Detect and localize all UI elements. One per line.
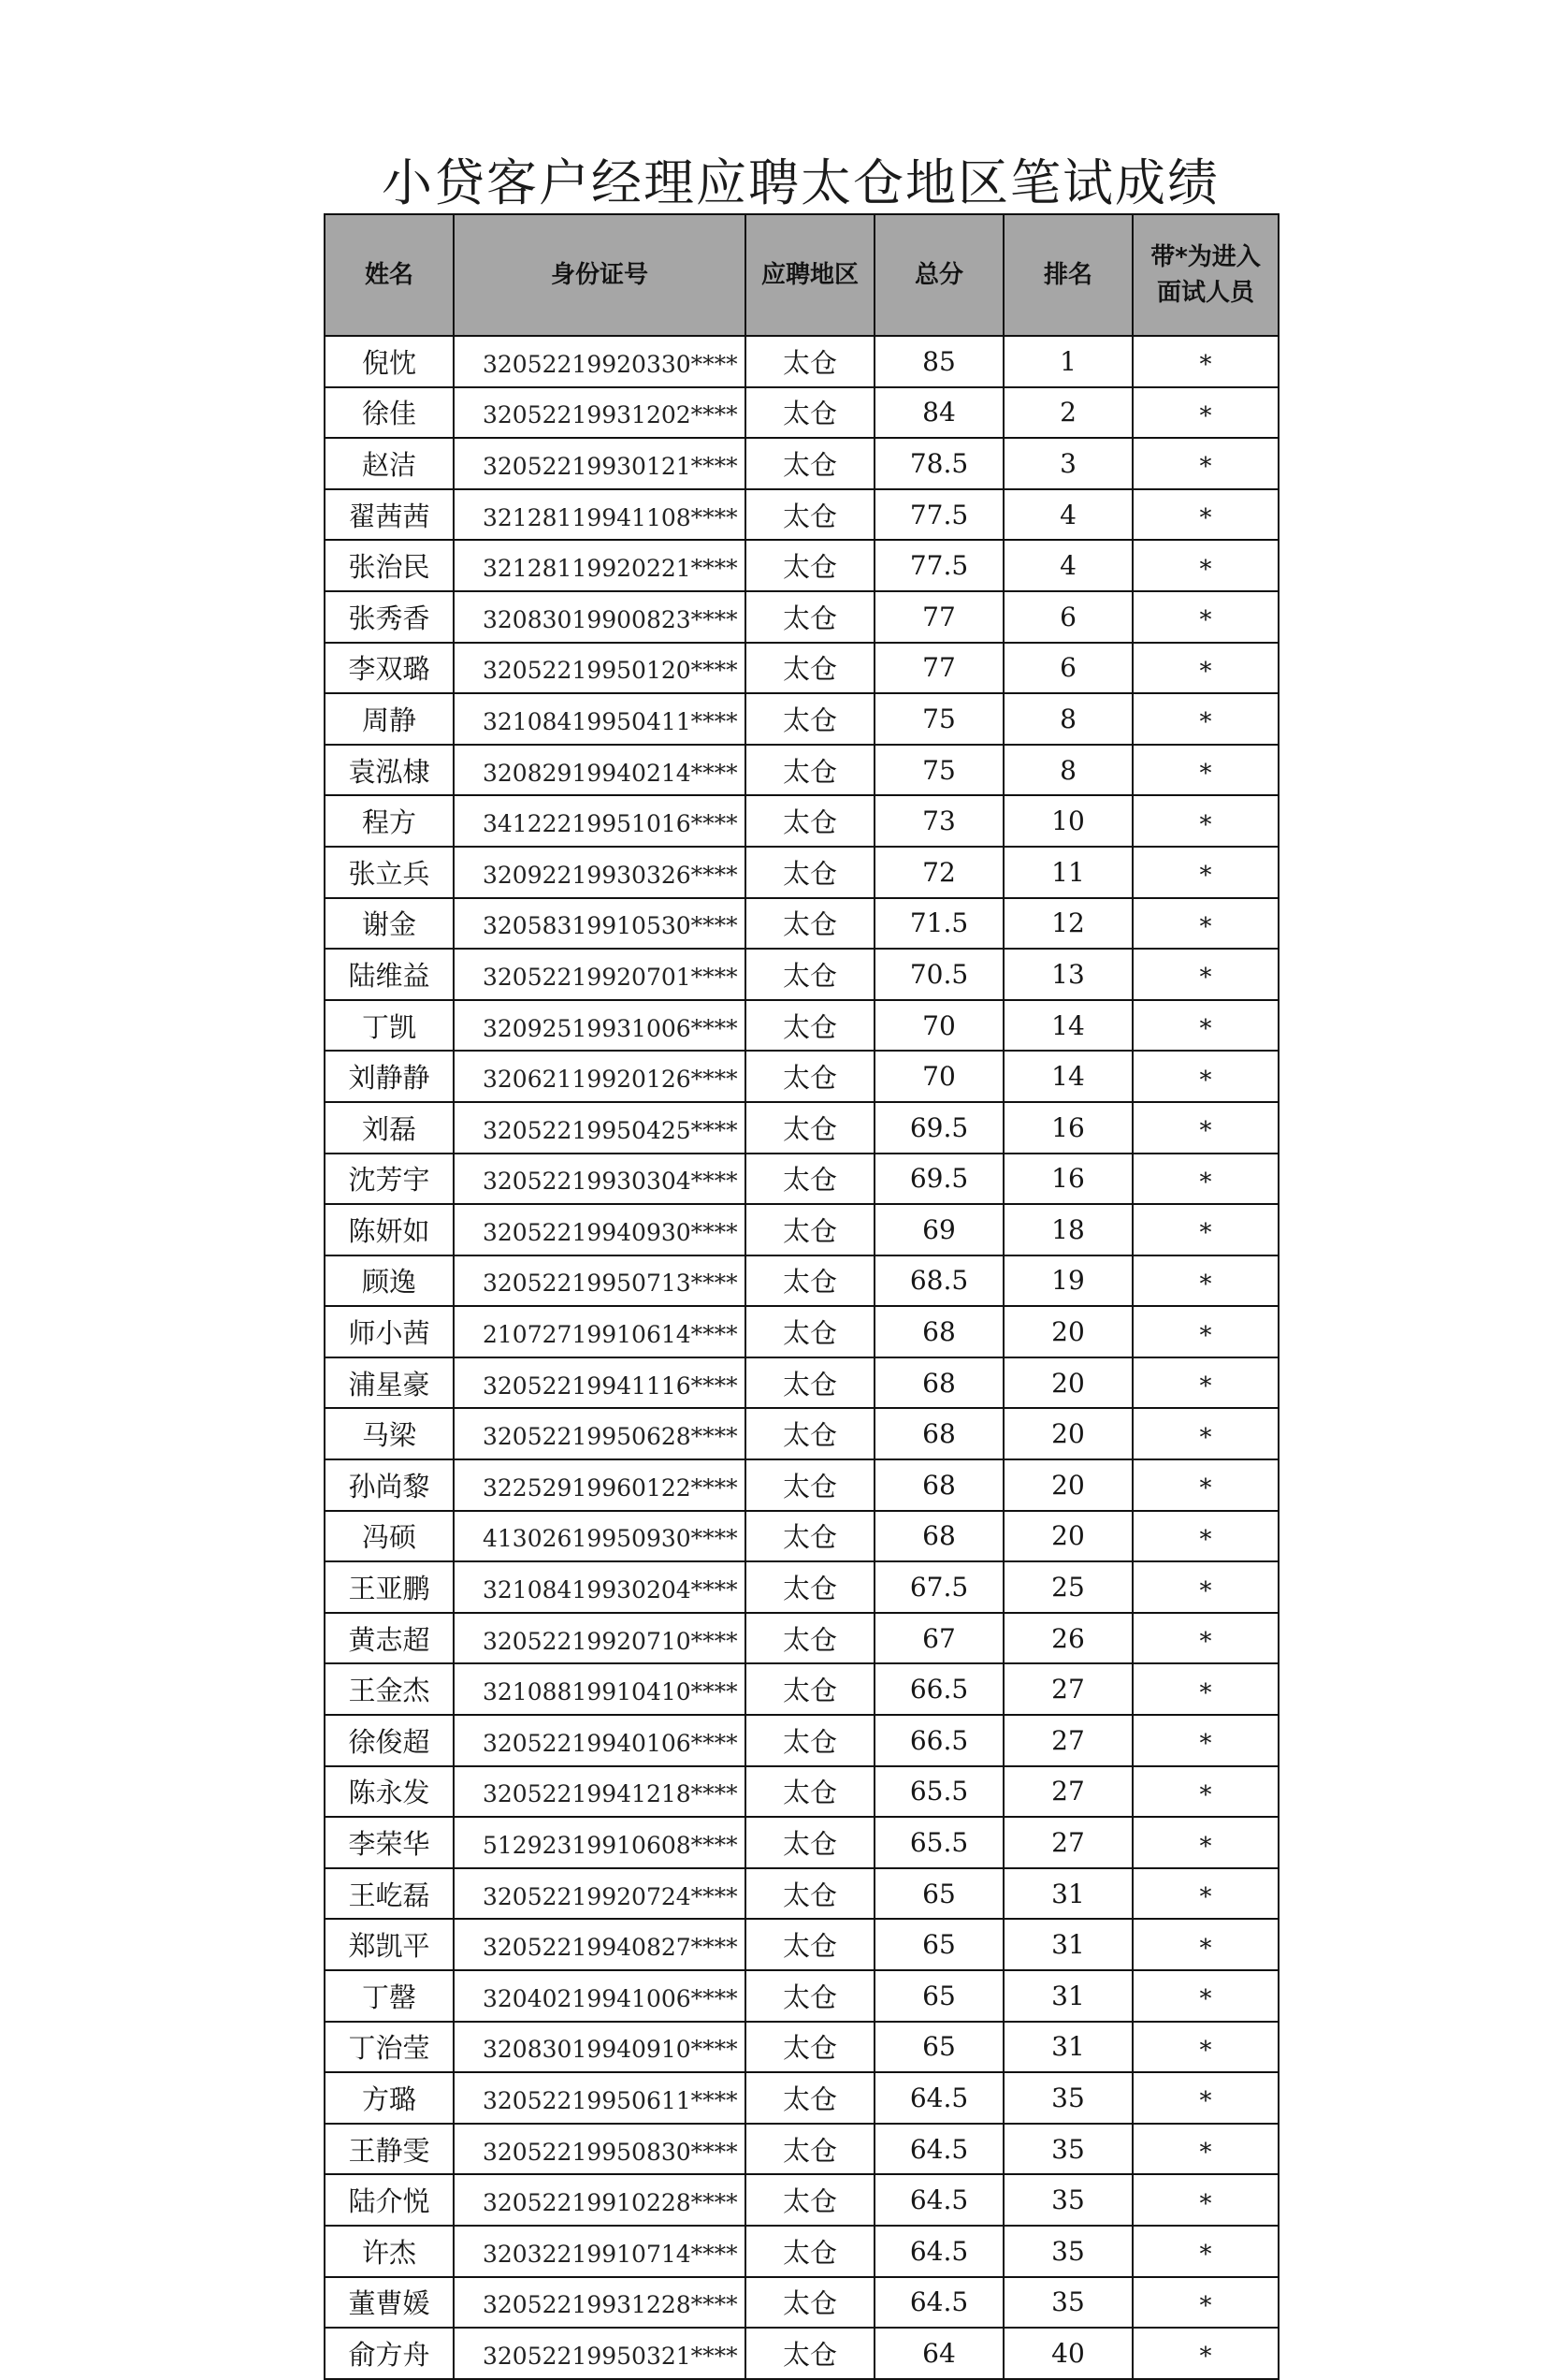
table-row [325,898,1279,950]
cell-region: 太仓 [745,2226,875,2277]
cell-rank: 14 [1004,1000,1133,1052]
cell-rank: 1 [1004,336,1133,387]
cell-name: 李双璐 [325,643,454,694]
cell-interview-mark: * [1133,2022,1279,2073]
cell-region: 太仓 [745,693,875,745]
cell-total-score: 68 [875,1408,1004,1459]
cell-region: 太仓 [745,2124,875,2175]
cell-rank: 35 [1004,2277,1133,2329]
cell-rank: 35 [1004,2124,1133,2175]
cell-rank: 2 [1004,387,1133,439]
table-body [325,336,1279,2379]
cell-interview-mark: * [1133,1715,1279,1766]
cell-rank: 6 [1004,643,1133,694]
cell-interview-mark: * [1133,795,1279,847]
cell-interview-mark: * [1133,1561,1279,1613]
cell-interview-mark: * [1133,1306,1279,1357]
table-row [325,745,1279,796]
cell-region: 太仓 [745,1868,875,1920]
cell-region: 太仓 [745,489,875,541]
cell-id-number: 32040219941006**** [454,1970,745,2022]
cell-region: 太仓 [745,387,875,439]
cell-id-number: 32108419930204**** [454,1561,745,1613]
cell-interview-mark: * [1133,540,1279,591]
cell-region: 太仓 [745,847,875,898]
cell-region: 太仓 [745,591,875,643]
cell-region: 太仓 [745,1561,875,1613]
cell-interview-mark: * [1133,2277,1279,2329]
cell-total-score: 68 [875,1459,1004,1511]
cell-name: 陈妍如 [325,1204,454,1255]
cell-total-score: 65 [875,1919,1004,1970]
cell-interview-mark: * [1133,1255,1279,1307]
cell-id-number: 32052219940930**** [454,1204,745,1255]
table-row [325,540,1279,591]
cell-total-score: 71.5 [875,898,1004,950]
cell-rank: 31 [1004,2022,1133,2073]
cell-rank: 4 [1004,540,1133,591]
cell-rank: 8 [1004,745,1133,796]
table-row [325,1255,1279,1307]
cell-region: 太仓 [745,1459,875,1511]
cell-interview-mark: * [1133,1051,1279,1102]
cell-rank: 27 [1004,1663,1133,1715]
table-row [325,1357,1279,1409]
cell-interview-mark: * [1133,1408,1279,1459]
cell-id-number: 32083019940910**** [454,2022,745,2073]
table-row [325,2277,1279,2329]
cell-name: 许杰 [325,2226,454,2277]
cell-interview-mark: * [1133,336,1279,387]
table-row [325,795,1279,847]
cell-region: 太仓 [745,1306,875,1357]
cell-interview-mark: * [1133,1663,1279,1715]
cell-rank: 20 [1004,1408,1133,1459]
cell-rank: 19 [1004,1255,1133,1307]
cell-total-score: 67 [875,1613,1004,1664]
cell-total-score: 72 [875,847,1004,898]
cell-region: 太仓 [745,795,875,847]
table-row [325,2124,1279,2175]
cell-region: 太仓 [745,1204,875,1255]
cell-id-number: 32052219920330**** [454,336,745,387]
cell-total-score: 64.5 [875,2277,1004,2329]
cell-id-number: 32052219950713**** [454,1255,745,1307]
cell-region: 太仓 [745,1255,875,1307]
cell-total-score: 68 [875,1357,1004,1409]
cell-rank: 16 [1004,1102,1133,1154]
cell-id-number: 32052219950425**** [454,1102,745,1154]
cell-id-number: 32252919960122**** [454,1459,745,1511]
table-row [325,847,1279,898]
cell-rank: 12 [1004,898,1133,950]
cell-region: 太仓 [745,1766,875,1818]
cell-interview-mark: * [1133,2124,1279,2175]
cell-name: 张立兵 [325,847,454,898]
cell-total-score: 64.5 [875,2124,1004,2175]
cell-name: 赵洁 [325,438,454,489]
cell-id-number: 32052219931202**** [454,387,745,439]
cell-interview-mark: * [1133,2072,1279,2124]
header-total-score: 总分 [875,214,1004,336]
cell-name: 马梁 [325,1408,454,1459]
table-row [325,1715,1279,1766]
cell-total-score: 64 [875,2328,1004,2379]
cell-name: 袁泓棣 [325,745,454,796]
cell-rank: 26 [1004,1613,1133,1664]
cell-total-score: 69 [875,1204,1004,1255]
cell-id-number: 32052219940827**** [454,1919,745,1970]
cell-total-score: 68 [875,1511,1004,1562]
cell-name: 王亚鹏 [325,1561,454,1613]
table-row [325,591,1279,643]
cell-name: 浦星豪 [325,1357,454,1409]
table-row [325,1766,1279,1818]
cell-id-number: 32052219950628**** [454,1408,745,1459]
cell-name: 王金杰 [325,1663,454,1715]
cell-name: 张治民 [325,540,454,591]
cell-region: 太仓 [745,1970,875,2022]
header-interview-mark [1133,214,1279,336]
cell-name: 刘磊 [325,1102,454,1154]
cell-name: 师小茜 [325,1306,454,1357]
cell-region: 太仓 [745,1613,875,1664]
cell-total-score: 70 [875,1000,1004,1052]
table-row [325,1613,1279,1664]
cell-id-number: 32082919940214**** [454,745,745,796]
table-row [325,1561,1279,1613]
cell-rank: 8 [1004,693,1133,745]
cell-total-score: 77 [875,591,1004,643]
cell-name: 俞方舟 [325,2328,454,2379]
cell-name: 董曹媛 [325,2277,454,2329]
table-row [325,387,1279,439]
table-row [325,2022,1279,2073]
cell-rank: 31 [1004,1919,1133,1970]
cell-interview-mark: * [1133,1613,1279,1664]
cell-region: 太仓 [745,1102,875,1154]
cell-rank: 40 [1004,2328,1133,2379]
cell-rank: 35 [1004,2174,1133,2226]
cell-name: 丁治莹 [325,2022,454,2073]
cell-total-score: 78.5 [875,438,1004,489]
cell-name: 谢金 [325,898,454,950]
cell-rank: 20 [1004,1306,1133,1357]
cell-rank: 20 [1004,1459,1133,1511]
table-row [325,643,1279,694]
cell-total-score: 64.5 [875,2226,1004,2277]
cell-id-number: 32062119920126**** [454,1051,745,1102]
cell-id-number: 32052219950830**** [454,2124,745,2175]
cell-total-score: 66.5 [875,1663,1004,1715]
cell-total-score: 70 [875,1051,1004,1102]
cell-name: 王静雯 [325,2124,454,2175]
cell-region: 太仓 [745,1511,875,1562]
cell-id-number: 32128119941108**** [454,489,745,541]
cell-interview-mark: * [1133,591,1279,643]
cell-rank: 31 [1004,1868,1133,1920]
cell-id-number: 32052219910228**** [454,2174,745,2226]
cell-id-number: 32052219920710**** [454,1613,745,1664]
cell-rank: 6 [1004,591,1133,643]
cell-interview-mark: * [1133,1868,1279,1920]
cell-region: 太仓 [745,1000,875,1052]
cell-interview-mark: * [1133,387,1279,439]
cell-name: 方璐 [325,2072,454,2124]
cell-name: 徐俊超 [325,1715,454,1766]
cell-region: 太仓 [745,745,875,796]
cell-total-score: 84 [875,387,1004,439]
cell-name: 陆介悦 [325,2174,454,2226]
header-name: 姓名 [325,214,454,336]
cell-id-number: 32083019900823**** [454,591,745,643]
cell-region: 太仓 [745,1919,875,1970]
table-row [325,2174,1279,2226]
cell-total-score: 64.5 [875,2174,1004,2226]
cell-total-score: 67.5 [875,1561,1004,1613]
cell-id-number: 32052219931228**** [454,2277,745,2329]
cell-interview-mark: * [1133,898,1279,950]
table-header-row [325,214,1279,336]
cell-total-score: 66.5 [875,1715,1004,1766]
table-row [325,1204,1279,1255]
cell-id-number: 32128119920221**** [454,540,745,591]
cell-region: 太仓 [745,2072,875,2124]
table-row [325,1408,1279,1459]
cell-interview-mark: * [1133,1970,1279,2022]
table-row [325,438,1279,489]
cell-id-number: 32052219930304**** [454,1154,745,1205]
table-row [325,1000,1279,1052]
table-row [325,336,1279,387]
cell-rank: 14 [1004,1051,1133,1102]
cell-interview-mark: * [1133,1919,1279,1970]
table-row [325,1102,1279,1154]
header-interview-line2: 面试人员 [1156,279,1254,307]
cell-id-number: 21072719910614**** [454,1306,745,1357]
cell-rank: 27 [1004,1766,1133,1818]
cell-id-number: 32052219920724**** [454,1868,745,1920]
cell-region: 太仓 [745,1817,875,1868]
cell-interview-mark: * [1133,1204,1279,1255]
cell-name: 冯硕 [325,1511,454,1562]
cell-region: 太仓 [745,1663,875,1715]
cell-rank: 3 [1004,438,1133,489]
cell-total-score: 77 [875,643,1004,694]
table-row [325,1511,1279,1562]
cell-region: 太仓 [745,949,875,1000]
cell-name: 李荣华 [325,1817,454,1868]
cell-interview-mark: * [1133,1817,1279,1868]
cell-interview-mark: * [1133,2328,1279,2379]
cell-total-score: 65 [875,1868,1004,1920]
cell-interview-mark: * [1133,949,1279,1000]
table-row [325,2226,1279,2277]
cell-region: 太仓 [745,2277,875,2329]
cell-region: 太仓 [745,643,875,694]
cell-name: 周静 [325,693,454,745]
cell-id-number: 32052219950321**** [454,2328,745,2379]
cell-total-score: 65.5 [875,1817,1004,1868]
cell-total-score: 65.5 [875,1766,1004,1818]
cell-name: 孙尚黎 [325,1459,454,1511]
cell-interview-mark: * [1133,643,1279,694]
cell-id-number: 32092519931006**** [454,1000,745,1052]
cell-interview-mark: * [1133,847,1279,898]
cell-id-number: 32052219950120**** [454,643,745,694]
cell-name: 黄志超 [325,1613,454,1664]
cell-id-number: 32052219941218**** [454,1766,745,1818]
cell-rank: 35 [1004,2072,1133,2124]
cell-total-score: 73 [875,795,1004,847]
table-row [325,1663,1279,1715]
cell-region: 太仓 [745,438,875,489]
cell-region: 太仓 [745,1051,875,1102]
table-row [325,1868,1279,1920]
score-table [324,213,1280,2380]
cell-region: 太仓 [745,1715,875,1766]
table-row [325,949,1279,1000]
cell-name: 陈永发 [325,1766,454,1818]
cell-rank: 25 [1004,1561,1133,1613]
table-row [325,693,1279,745]
cell-rank: 20 [1004,1511,1133,1562]
cell-region: 太仓 [745,2174,875,2226]
cell-total-score: 65 [875,1970,1004,2022]
cell-rank: 27 [1004,1817,1133,1868]
table-row [325,1306,1279,1357]
cell-total-score: 75 [875,693,1004,745]
cell-rank: 11 [1004,847,1133,898]
cell-interview-mark: * [1133,1154,1279,1205]
cell-id-number: 32052219920701**** [454,949,745,1000]
cell-name: 陆维益 [325,949,454,1000]
cell-interview-mark: * [1133,1357,1279,1409]
cell-name: 顾逸 [325,1255,454,1307]
cell-name: 沈芳宇 [325,1154,454,1205]
cell-interview-mark: * [1133,1459,1279,1511]
cell-region: 太仓 [745,1154,875,1205]
cell-region: 太仓 [745,2022,875,2073]
cell-rank: 31 [1004,1970,1133,2022]
cell-region: 太仓 [745,1408,875,1459]
cell-name: 郑凯平 [325,1919,454,1970]
cell-total-score: 68.5 [875,1255,1004,1307]
cell-name: 丁凯 [325,1000,454,1052]
cell-total-score: 69.5 [875,1154,1004,1205]
cell-id-number: 34122219951016**** [454,795,745,847]
cell-name: 王屹磊 [325,1868,454,1920]
table-row [325,1154,1279,1205]
cell-interview-mark: * [1133,438,1279,489]
cell-total-score: 77.5 [875,489,1004,541]
cell-rank: 27 [1004,1715,1133,1766]
cell-id-number: 32092219930326**** [454,847,745,898]
cell-rank: 4 [1004,489,1133,541]
cell-interview-mark: * [1133,2174,1279,2226]
cell-total-score: 77.5 [875,540,1004,591]
cell-name: 张秀香 [325,591,454,643]
cell-name: 程方 [325,795,454,847]
cell-total-score: 65 [875,2022,1004,2073]
cell-interview-mark: * [1133,1766,1279,1818]
cell-total-score: 64.5 [875,2072,1004,2124]
cell-interview-mark: * [1133,693,1279,745]
header-id-number: 身份证号 [454,214,745,336]
cell-rank: 16 [1004,1154,1133,1205]
header-interview-line1: 带*为进入 [1150,243,1261,271]
cell-total-score: 70.5 [875,949,1004,1000]
cell-total-score: 75 [875,745,1004,796]
table-row [325,2072,1279,2124]
cell-interview-mark: * [1133,1000,1279,1052]
cell-rank: 18 [1004,1204,1133,1255]
cell-id-number: 32052219941116**** [454,1357,745,1409]
cell-interview-mark: * [1133,1511,1279,1562]
table-row [325,1051,1279,1102]
cell-id-number: 32108819910410**** [454,1663,745,1715]
cell-total-score: 85 [875,336,1004,387]
cell-name: 丁罄 [325,1970,454,2022]
cell-rank: 35 [1004,2226,1133,2277]
cell-region: 太仓 [745,898,875,950]
table-row [325,1817,1279,1868]
cell-name: 倪忱 [325,336,454,387]
cell-id-number: 32052219930121**** [454,438,745,489]
cell-total-score: 68 [875,1306,1004,1357]
cell-interview-mark: * [1133,745,1279,796]
cell-region: 太仓 [745,336,875,387]
table-row [325,1919,1279,1970]
cell-total-score: 69.5 [875,1102,1004,1154]
cell-interview-mark: * [1133,2226,1279,2277]
cell-name: 翟茜茜 [325,489,454,541]
cell-id-number: 32058319910530**** [454,898,745,950]
cell-id-number: 32108419950411**** [454,693,745,745]
header-rank: 排名 [1004,214,1133,336]
cell-region: 太仓 [745,540,875,591]
cell-rank: 20 [1004,1357,1133,1409]
cell-name: 刘静静 [325,1051,454,1102]
table-row [325,489,1279,541]
cell-id-number: 32032219910714**** [454,2226,745,2277]
cell-id-number: 41302619950930**** [454,1511,745,1562]
cell-id-number: 32052219950611**** [454,2072,745,2124]
page-title: 小贷客户经理应聘太仓地区笔试成绩 [382,153,1220,212]
cell-interview-mark: * [1133,489,1279,541]
table-row [325,1970,1279,2022]
table-row [325,2328,1279,2379]
cell-id-number: 32052219940106**** [454,1715,745,1766]
header-region: 应聘地区 [745,214,875,336]
cell-rank: 13 [1004,949,1133,1000]
cell-id-number: 51292319910608**** [454,1817,745,1868]
cell-region: 太仓 [745,1357,875,1409]
cell-name: 徐佳 [325,387,454,439]
cell-region: 太仓 [745,2328,875,2379]
cell-interview-mark: * [1133,1102,1279,1154]
table-row [325,1459,1279,1511]
cell-rank: 10 [1004,795,1133,847]
